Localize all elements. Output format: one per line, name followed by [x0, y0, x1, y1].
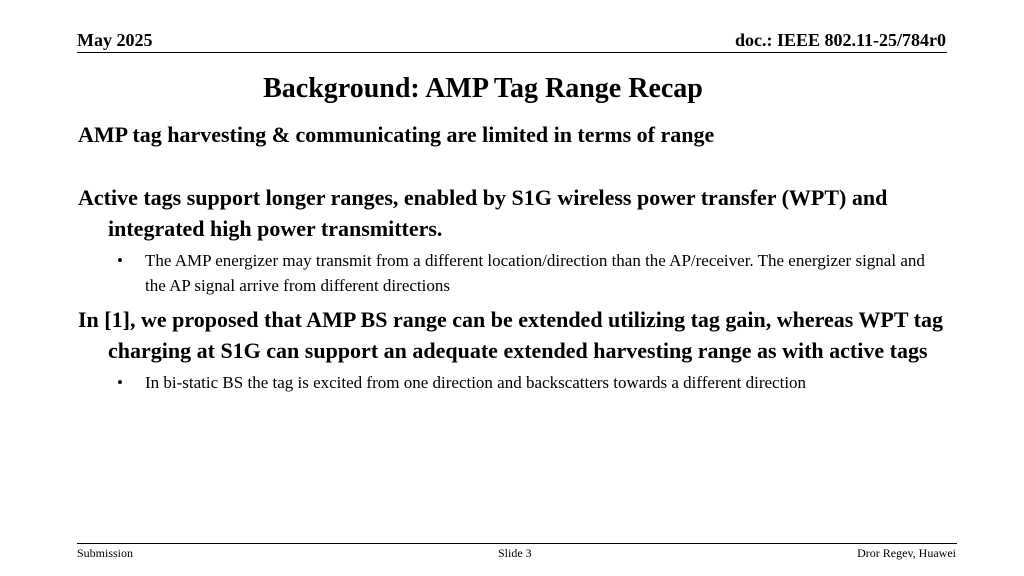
point-3: In [1], we proposed that AMP BS range can be extended utilizing tag gain, whereas WPT tag charging at S1G can support an adequate extended harvesting range as with active tags [78, 307, 943, 363]
point-2-sub-1-text: The AMP energizer may transmit from a different location/direction than the AP/receiver. The energizer signal and the AP signal arrive from different directions [145, 251, 925, 295]
slide-title: Background: AMP Tag Range Recap [263, 73, 703, 104]
bullet-icon: • [117, 251, 123, 270]
header-rule [77, 52, 947, 53]
point-3-sub-1 [117, 370, 935, 395]
bullet-icon: • [117, 373, 123, 392]
point-1: AMP tag harvesting & communicating are limited in terms of range [78, 122, 715, 147]
point-2-sub-1 [117, 248, 935, 298]
slide-content [78, 119, 948, 401]
point-3-sub-1-text: In bi-static BS the tag is excited from one direction and backscatters towards a different direction [145, 373, 807, 392]
footer-author: Dror Regev, Huawei [857, 546, 956, 560]
footer-slide-number: Slide 3 [498, 546, 532, 560]
header-date: May 2025 [77, 30, 153, 50]
footer-submission: Submission [77, 546, 134, 560]
header-doc-id: doc.: IEEE 802.11-25/784r0 [734, 30, 946, 50]
footer-rule [77, 543, 957, 544]
point-2: Active tags support longer ranges, enabled by S1G wireless power transfer (WPT) and integrated high power transmitters. [78, 185, 888, 241]
